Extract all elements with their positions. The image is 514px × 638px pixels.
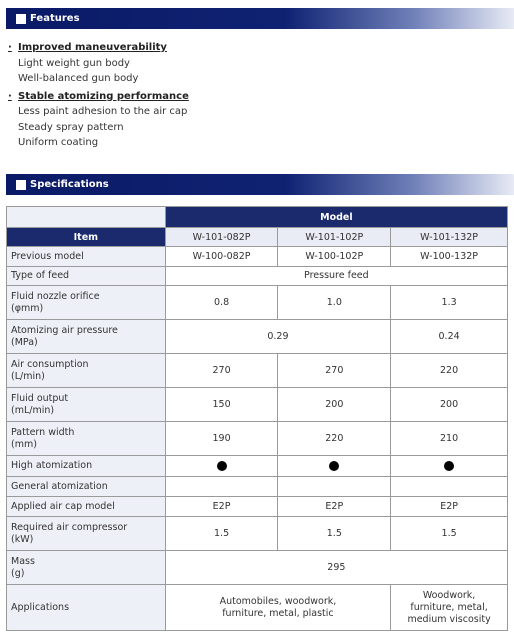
cell-value: 200 bbox=[278, 388, 391, 422]
specifications-table bbox=[6, 206, 508, 631]
cell-value bbox=[165, 456, 278, 477]
cell-value bbox=[278, 456, 391, 477]
cell-value bbox=[391, 585, 508, 631]
feature-heading-text: Stable atomizing performance bbox=[18, 90, 189, 102]
table-row bbox=[7, 422, 508, 456]
bullet-icon: · bbox=[8, 42, 12, 53]
row-label: Applied air cap model bbox=[7, 497, 166, 517]
feature-heading-text: Improved maneuverability bbox=[18, 42, 167, 53]
row-label bbox=[7, 517, 166, 551]
table-row bbox=[7, 585, 508, 631]
table-row bbox=[7, 247, 508, 267]
row-label-line: Mass bbox=[11, 555, 35, 567]
feature-item: Steady spray pattern bbox=[18, 121, 124, 133]
cell-value: 0.8 bbox=[165, 286, 278, 320]
specifications-title: Specifications bbox=[30, 179, 109, 190]
cell-value bbox=[165, 585, 390, 631]
filled-circle-icon bbox=[329, 461, 339, 471]
feature-heading bbox=[8, 89, 508, 105]
cell-value: W-100-132P bbox=[391, 247, 508, 267]
cell-value: Pressure feed bbox=[165, 267, 507, 286]
cell-value: W-100-082P bbox=[165, 247, 278, 267]
table-row bbox=[7, 320, 508, 354]
row-label-unit: (L/min) bbox=[11, 370, 45, 382]
model-name: W-101-082P bbox=[165, 228, 278, 247]
filled-circle-icon bbox=[444, 461, 454, 471]
cell-value: 200 bbox=[391, 388, 508, 422]
model-name: W-101-132P bbox=[391, 228, 508, 247]
cell-value: 190 bbox=[165, 422, 278, 456]
feature-item: Uniform coating bbox=[18, 137, 99, 148]
table-row bbox=[7, 551, 508, 585]
feature-group bbox=[8, 40, 508, 87]
table-row bbox=[7, 388, 508, 422]
model-name: W-101-102P bbox=[278, 228, 391, 247]
cell-value: 1.5 bbox=[278, 517, 391, 551]
cell-line: furniture, metal, plastic bbox=[222, 607, 334, 619]
specifications-section-bar bbox=[6, 174, 514, 195]
cell-value: 1.0 bbox=[278, 286, 391, 320]
cell-value: 270 bbox=[165, 354, 278, 388]
cell-line: Automobiles, woodwork, bbox=[219, 595, 337, 607]
cell-value: 270 bbox=[278, 354, 391, 388]
model-header: Model bbox=[165, 207, 507, 228]
feature-item: Less paint adhesion to the air cap bbox=[18, 106, 188, 117]
table-row bbox=[7, 286, 508, 320]
cell-value: E2P bbox=[278, 497, 391, 517]
cell-value: 1.5 bbox=[165, 517, 278, 551]
row-label-line: Required air compressor bbox=[11, 521, 128, 533]
feature-item: Well-balanced gun body bbox=[18, 73, 139, 84]
row-label bbox=[7, 551, 166, 585]
table-row bbox=[7, 228, 508, 247]
row-label-line: Fluid output bbox=[11, 392, 69, 404]
table-row bbox=[7, 354, 508, 388]
row-label bbox=[7, 422, 166, 456]
table-row bbox=[7, 497, 508, 517]
row-label-unit: (kW) bbox=[11, 533, 34, 545]
table-row bbox=[7, 477, 508, 497]
cell-line: furniture, metal, bbox=[410, 601, 488, 613]
cell-value: 0.24 bbox=[391, 320, 508, 354]
table-row bbox=[7, 517, 508, 551]
row-label: High atomization bbox=[7, 456, 166, 477]
row-label-line: Air consumption bbox=[11, 358, 89, 370]
table-row bbox=[7, 207, 508, 228]
cell-value: 150 bbox=[165, 388, 278, 422]
features-section-bar bbox=[6, 8, 514, 29]
table-row bbox=[7, 267, 508, 286]
square-icon bbox=[16, 14, 26, 24]
cell-line: Woodwork, bbox=[422, 589, 476, 601]
cell-value: 1.3 bbox=[391, 286, 508, 320]
cell-value: W-100-102P bbox=[278, 247, 391, 267]
row-label: Type of feed bbox=[7, 267, 166, 286]
bullet-icon: · bbox=[8, 90, 12, 102]
feature-item: Light weight gun body bbox=[18, 57, 130, 69]
filled-circle-icon bbox=[217, 461, 227, 471]
row-label: General atomization bbox=[7, 477, 166, 497]
item-header: Item bbox=[7, 228, 166, 247]
features-list bbox=[8, 40, 508, 151]
row-label-unit: (mL/min) bbox=[11, 404, 55, 416]
table-row bbox=[7, 456, 508, 477]
cell-value bbox=[278, 477, 391, 497]
square-icon bbox=[16, 180, 26, 190]
row-label-line: Pattern width bbox=[11, 426, 75, 438]
feature-heading bbox=[8, 40, 508, 56]
cell-value: 220 bbox=[278, 422, 391, 456]
row-label-unit: (g) bbox=[11, 567, 25, 579]
row-label bbox=[7, 320, 166, 354]
cell-line: medium viscosity bbox=[407, 613, 491, 625]
cell-value bbox=[391, 456, 508, 477]
features-title: Features bbox=[30, 13, 80, 24]
cell-value: E2P bbox=[165, 497, 278, 517]
row-label bbox=[7, 286, 166, 320]
row-label-unit: (MPa) bbox=[11, 336, 38, 348]
cell-value: 1.5 bbox=[391, 517, 508, 551]
row-label bbox=[7, 388, 166, 422]
cell-value: 210 bbox=[391, 422, 508, 456]
cell-value: 295 bbox=[165, 551, 507, 585]
row-label: Previous model bbox=[7, 247, 166, 267]
row-label bbox=[7, 354, 166, 388]
blank-header-cell bbox=[7, 207, 166, 228]
cell-value: 220 bbox=[391, 354, 508, 388]
cell-value: E2P bbox=[391, 497, 508, 517]
feature-group bbox=[8, 89, 508, 151]
cell-value bbox=[165, 477, 278, 497]
cell-value: 0.29 bbox=[165, 320, 390, 354]
row-label-unit: (φmm) bbox=[11, 302, 44, 314]
row-label: Applications bbox=[7, 585, 166, 631]
cell-value bbox=[391, 477, 508, 497]
row-label-line: Atomizing air pressure bbox=[11, 324, 118, 336]
row-label-unit: (mm) bbox=[11, 438, 37, 450]
row-label-line: Fluid nozzle orifice bbox=[11, 290, 100, 302]
